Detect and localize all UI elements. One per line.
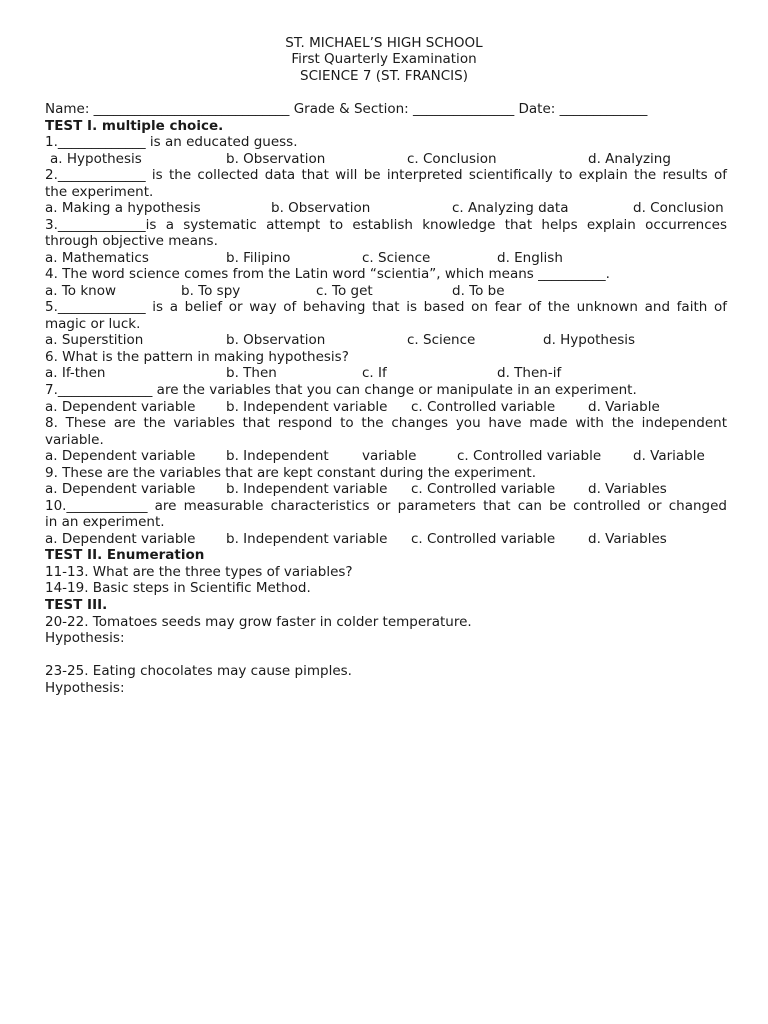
q6-option-a: a. If-then — [45, 365, 106, 381]
test3-item-2: 23-25. Eating chocolates may cause pimples. — [45, 663, 352, 679]
q10-text-line1: 10.____________ are measurable characteristics or parameters that can be controlled or changed — [45, 498, 727, 514]
q4-option-c: c. To get — [316, 283, 373, 299]
q9-option-c: c. Controlled variable — [411, 481, 556, 497]
q3-text-line2: through objective means. — [45, 233, 218, 249]
q7-option-a: a. Dependent variable — [45, 399, 196, 415]
q8-option-d: d. Variable — [633, 448, 705, 464]
q1-option-a: a. Hypothesis — [50, 151, 142, 167]
q2-text-line1: 2._____________ is the collected data that will be interpreted scientifically to explain the results of — [45, 167, 727, 183]
exam-title: First Quarterly Examination — [291, 51, 477, 67]
q3-option-b: b. Filipino — [226, 250, 291, 266]
q4-text: 4. The word science comes from the Latin word “scientia”, which means __________. — [45, 266, 610, 282]
q2-text-line2: the experiment. — [45, 184, 154, 200]
q6-text: 6. What is the pattern in making hypothesis? — [45, 349, 349, 365]
q9-option-d: d. Variables — [588, 481, 667, 497]
test2-item-1: 11-13. What are the three types of variables? — [45, 564, 353, 580]
q5-text-line2: magic or luck. — [45, 316, 141, 332]
q9-option-b: b. Independent variable — [226, 481, 388, 497]
q3-option-a: a. Mathematics — [45, 250, 149, 266]
q1-option-c: c. Conclusion — [407, 151, 497, 167]
q1-option-d: d. Analyzing — [588, 151, 671, 167]
q2-option-a: a. Making a hypothesis — [45, 200, 201, 216]
q7-option-d: d. Variable — [588, 399, 660, 415]
q10-option-a: a. Dependent variable — [45, 531, 196, 547]
q1-text: 1._____________ is an educated guess. — [45, 134, 298, 150]
q8-option-b: b. Independent — [226, 448, 329, 464]
q5-option-c: c. Science — [407, 332, 476, 348]
test3-item-1: 20-22. Tomatoes seeds may grow faster in colder temperature. — [45, 614, 472, 630]
q8-text-line2: variable. — [45, 432, 104, 448]
test3-title: TEST III. — [45, 597, 108, 613]
q7-option-c: c. Controlled variable — [411, 399, 556, 415]
q8-option-b-cont: variable — [362, 448, 417, 464]
q10-option-d: d. Variables — [588, 531, 667, 547]
q6-option-d: d. Then-if — [497, 365, 562, 381]
test3-hypothesis-2: Hypothesis: — [45, 680, 125, 696]
q10-option-b: b. Independent variable — [226, 531, 388, 547]
q3-text-line1: 3._____________is a systematic attempt to establish knowledge that helps explain occurrences — [45, 217, 727, 233]
q5-option-b: b. Observation — [226, 332, 326, 348]
test1-title: TEST I. multiple choice. — [45, 118, 224, 134]
q8-text-line1: 8. These are the variables that respond to the changes you have made with the independent — [45, 415, 727, 431]
q3-option-d: d. English — [497, 250, 563, 266]
q10-text-line2: in an experiment. — [45, 514, 165, 530]
q8-option-c: c. Controlled variable — [457, 448, 602, 464]
q10-option-c: c. Controlled variable — [411, 531, 556, 547]
q7-text: 7.______________ are the variables that you can change or manipulate in an experiment. — [45, 382, 637, 398]
q5-option-a: a. Superstition — [45, 332, 144, 348]
q5-text-line1: 5._____________ is a belief or way of behaving that is based on fear of the unknown and faith of — [45, 299, 727, 315]
q9-text: 9. These are the variables that are kept constant during the experiment. — [45, 465, 536, 481]
q5-option-d: d. Hypothesis — [543, 332, 636, 348]
q6-option-b: b. Then — [226, 365, 277, 381]
q2-option-c: c. Analyzing data — [452, 200, 569, 216]
q4-option-b: b. To spy — [181, 283, 241, 299]
student-info-line: Name: _____________________________ Grade & Section: _______________ Date: _____________ — [45, 101, 648, 117]
q3-option-c: c. Science — [362, 250, 431, 266]
subject-title: SCIENCE 7 (ST. FRANCIS) — [300, 68, 468, 84]
test3-hypothesis-1: Hypothesis: — [45, 630, 125, 646]
q6-option-c: c. If — [362, 365, 387, 381]
test2-title: TEST II. Enumeration — [45, 547, 205, 563]
q8-option-a: a. Dependent variable — [45, 448, 196, 464]
q2-option-d: d. Conclusion — [633, 200, 724, 216]
q7-option-b: b. Independent variable — [226, 399, 388, 415]
test2-item-2: 14-19. Basic steps in Scientific Method. — [45, 580, 311, 596]
q1-option-b: b. Observation — [226, 151, 326, 167]
q9-option-a: a. Dependent variable — [45, 481, 196, 497]
q2-option-b: b. Observation — [271, 200, 371, 216]
q4-option-d: d. To be — [452, 283, 505, 299]
school-name: ST. MICHAEL’S HIGH SCHOOL — [285, 35, 483, 51]
q4-option-a: a. To know — [45, 283, 117, 299]
